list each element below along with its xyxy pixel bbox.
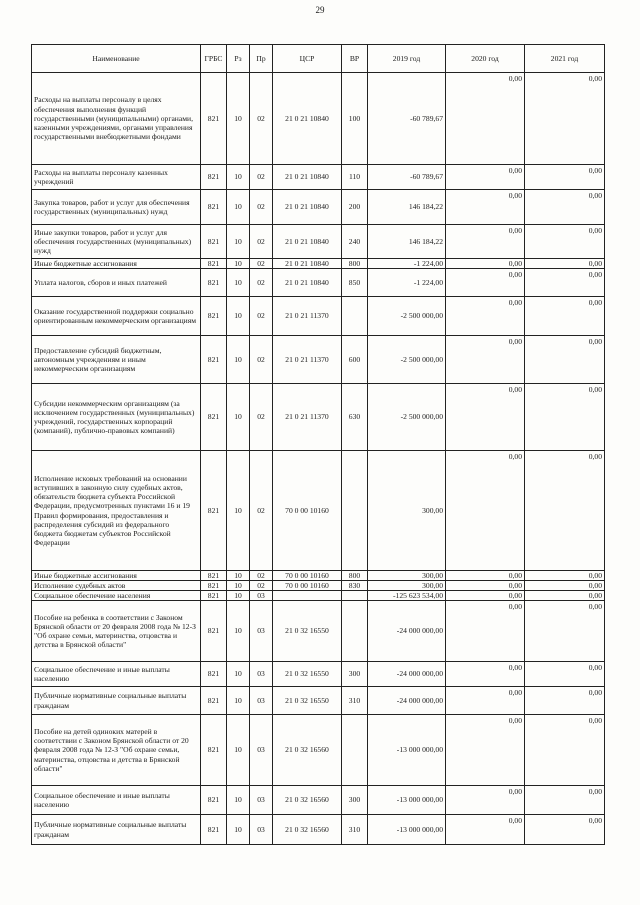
row-2019-cell: -60 789,67 [368, 73, 446, 165]
row-vr-cell [342, 297, 368, 336]
row-2020-cell: 0,00 [446, 259, 525, 269]
row-2019-cell: -125 623 534,00 [368, 591, 446, 601]
table-row [32, 591, 605, 601]
row-grbs-cell: 821 [201, 225, 227, 259]
row-2020-cell: 0,00 [446, 269, 525, 297]
row-2020-cell: 0,00 [446, 225, 525, 259]
row-rz-cell: 10 [227, 715, 250, 786]
table-row [32, 73, 605, 165]
table-row [32, 259, 605, 269]
row-2020-cell: 0,00 [446, 297, 525, 336]
row-2019-cell: -2 500 000,00 [368, 336, 446, 384]
table-row [32, 384, 605, 451]
row-2019-cell: 146 184,22 [368, 225, 446, 259]
row-grbs-cell: 821 [201, 73, 227, 165]
row-name-cell: Исполнение исковых требований на основании вступивших в законную силу судебных актов, обязательств бюджета субъекта Российской Федерации, предусмотренных пунктами 16 и 19 Правил формирования, предоставления и распределения субсидий из федерального бюджета бюджетам субъектов Российской Федерации [32, 451, 201, 571]
row-name-cell: Расходы на выплаты персоналу в целях обеспечения выполнения функций государственными (муниципальными) органами, казенными учреждениями, органами управления государственными внебюджетными фондами [32, 73, 201, 165]
table-row [32, 786, 605, 815]
row-vr-cell [342, 601, 368, 662]
row-name-cell: Исполнение судебных актов [32, 581, 201, 591]
row-vr-cell: 800 [342, 571, 368, 581]
row-rz-cell: 10 [227, 297, 250, 336]
table-row [32, 451, 605, 571]
row-grbs-cell: 821 [201, 190, 227, 225]
row-pr-cell: 03 [250, 591, 273, 601]
table-row [32, 815, 605, 845]
row-grbs-cell: 821 [201, 336, 227, 384]
row-csr-cell: 70 0 00 10160 [273, 581, 342, 591]
row-2020-cell: 0,00 [446, 165, 525, 190]
row-csr-cell: 21 0 32 16560 [273, 815, 342, 845]
row-2021-cell: 0,00 [525, 715, 605, 786]
row-2019-cell: -24 000 000,00 [368, 662, 446, 687]
row-vr-cell: 110 [342, 165, 368, 190]
table-row [32, 297, 605, 336]
row-pr-cell: 02 [250, 269, 273, 297]
row-2021-cell: 0,00 [525, 451, 605, 571]
budget-table [31, 44, 605, 845]
row-name-cell: Пособие на детей одиноких матерей в соответствии с Законом Брянской области от 20 февраля 2008 года № 12-З "Об охране семьи, материнства, отцовства и детства в Брянской области" [32, 715, 201, 786]
table-row [32, 715, 605, 786]
row-grbs-cell: 821 [201, 571, 227, 581]
row-rz-cell: 10 [227, 662, 250, 687]
row-rz-cell: 10 [227, 687, 250, 715]
row-2021-cell: 0,00 [525, 815, 605, 845]
row-grbs-cell: 821 [201, 269, 227, 297]
row-csr-cell [273, 591, 342, 601]
row-name-cell: Предоставление субсидий бюджетным, автономным учреждениям и иным некоммерческим организациям [32, 336, 201, 384]
row-name-cell: Уплата налогов, сборов и иных платежей [32, 269, 201, 297]
row-2019-cell: -13 000 000,00 [368, 815, 446, 845]
row-pr-cell: 03 [250, 815, 273, 845]
row-pr-cell: 03 [250, 687, 273, 715]
row-2021-cell: 0,00 [525, 687, 605, 715]
row-csr-cell: 70 0 00 10160 [273, 451, 342, 571]
row-grbs-cell: 821 [201, 297, 227, 336]
row-csr-cell: 21 0 32 16560 [273, 715, 342, 786]
row-2020-cell: 0,00 [446, 591, 525, 601]
row-pr-cell: 02 [250, 225, 273, 259]
row-csr-cell: 21 0 21 10840 [273, 73, 342, 165]
row-name-cell: Закупка товаров, работ и услуг для обеспечения государственных (муниципальных) нужд [32, 190, 201, 225]
row-csr-cell: 21 0 32 16560 [273, 786, 342, 815]
row-2021-cell: 0,00 [525, 662, 605, 687]
row-rz-cell: 10 [227, 786, 250, 815]
row-grbs-cell: 821 [201, 715, 227, 786]
row-pr-cell: 02 [250, 581, 273, 591]
row-2019-cell: -2 500 000,00 [368, 384, 446, 451]
row-name-cell: Оказание государственной поддержки социально ориентированным некоммерческим организациям [32, 297, 201, 336]
row-rz-cell: 10 [227, 165, 250, 190]
row-vr-cell: 240 [342, 225, 368, 259]
row-2020-cell: 0,00 [446, 581, 525, 591]
row-grbs-cell: 821 [201, 591, 227, 601]
row-2019-cell: 300,00 [368, 451, 446, 571]
table-row [32, 601, 605, 662]
row-vr-cell [342, 451, 368, 571]
row-pr-cell: 02 [250, 73, 273, 165]
row-name-cell: Публичные нормативные социальные выплаты гражданам [32, 815, 201, 845]
row-pr-cell: 02 [250, 165, 273, 190]
row-grbs-cell: 821 [201, 662, 227, 687]
row-vr-cell [342, 715, 368, 786]
row-rz-cell: 10 [227, 190, 250, 225]
row-2021-cell: 0,00 [525, 259, 605, 269]
row-rz-cell: 10 [227, 269, 250, 297]
row-2021-cell: 0,00 [525, 336, 605, 384]
row-name-cell: Иные бюджетные ассигнования [32, 259, 201, 269]
table-row [32, 662, 605, 687]
table-row [32, 336, 605, 384]
row-2019-cell: -1 224,00 [368, 259, 446, 269]
row-rz-cell: 10 [227, 336, 250, 384]
row-vr-cell: 300 [342, 786, 368, 815]
row-vr-cell: 100 [342, 73, 368, 165]
column-header-2020: 2020 год [446, 45, 525, 73]
row-2021-cell: 0,00 [525, 571, 605, 581]
row-2021-cell: 0,00 [525, 73, 605, 165]
row-2021-cell: 0,00 [525, 786, 605, 815]
row-pr-cell: 02 [250, 259, 273, 269]
row-2019-cell: -24 000 000,00 [368, 601, 446, 662]
row-pr-cell: 02 [250, 336, 273, 384]
row-2020-cell: 0,00 [446, 715, 525, 786]
row-2019-cell: 300,00 [368, 571, 446, 581]
row-vr-cell: 200 [342, 190, 368, 225]
row-2019-cell: -60 789,67 [368, 165, 446, 190]
table-row [32, 687, 605, 715]
column-header-name: Наименование [32, 45, 201, 73]
row-name-cell: Пособие на ребенка в соответствии с Законом Брянской области от 20 февраля 2008 года № 12-З "Об охране семьи, материнства, отцовства и детства в Брянской области" [32, 601, 201, 662]
row-2021-cell: 0,00 [525, 225, 605, 259]
row-pr-cell: 03 [250, 786, 273, 815]
row-csr-cell: 21 0 21 11370 [273, 297, 342, 336]
row-grbs-cell: 821 [201, 601, 227, 662]
row-vr-cell: 800 [342, 259, 368, 269]
row-csr-cell: 70 0 00 10160 [273, 571, 342, 581]
row-2019-cell: -2 500 000,00 [368, 297, 446, 336]
page-number: 29 [315, 5, 325, 15]
row-2020-cell: 0,00 [446, 662, 525, 687]
row-grbs-cell: 821 [201, 384, 227, 451]
row-2021-cell: 0,00 [525, 190, 605, 225]
row-rz-cell: 10 [227, 815, 250, 845]
row-pr-cell: 03 [250, 715, 273, 786]
table-row [32, 190, 605, 225]
row-2020-cell: 0,00 [446, 571, 525, 581]
row-vr-cell: 850 [342, 269, 368, 297]
row-2019-cell: -13 000 000,00 [368, 786, 446, 815]
row-pr-cell: 02 [250, 451, 273, 571]
row-csr-cell: 21 0 21 10840 [273, 165, 342, 190]
row-grbs-cell: 821 [201, 815, 227, 845]
table-body [32, 73, 605, 845]
row-name-cell: Иные закупки товаров, работ и услуг для обеспечения государственных (муниципальных) нужд [32, 225, 201, 259]
row-vr-cell: 830 [342, 581, 368, 591]
row-vr-cell: 630 [342, 384, 368, 451]
row-grbs-cell: 821 [201, 786, 227, 815]
row-pr-cell: 03 [250, 662, 273, 687]
row-grbs-cell: 821 [201, 259, 227, 269]
column-header-pr: Пр [250, 45, 273, 73]
row-2020-cell: 0,00 [446, 73, 525, 165]
row-grbs-cell: 821 [201, 581, 227, 591]
row-vr-cell: 310 [342, 815, 368, 845]
row-grbs-cell: 821 [201, 451, 227, 571]
row-2020-cell: 0,00 [446, 384, 525, 451]
row-rz-cell: 10 [227, 591, 250, 601]
row-csr-cell: 21 0 21 10840 [273, 269, 342, 297]
row-csr-cell: 21 0 21 11370 [273, 336, 342, 384]
row-2021-cell: 0,00 [525, 601, 605, 662]
table-row [32, 581, 605, 591]
row-vr-cell: 310 [342, 687, 368, 715]
table-header-row [32, 45, 605, 73]
row-vr-cell: 600 [342, 336, 368, 384]
row-csr-cell: 21 0 32 16550 [273, 687, 342, 715]
row-rz-cell: 10 [227, 601, 250, 662]
row-pr-cell: 02 [250, 384, 273, 451]
row-2020-cell: 0,00 [446, 190, 525, 225]
row-name-cell: Социальное обеспечение и иные выплаты населению [32, 786, 201, 815]
column-header-rz: Рз [227, 45, 250, 73]
row-2019-cell: 300,00 [368, 581, 446, 591]
row-2019-cell: 146 184,22 [368, 190, 446, 225]
row-2020-cell: 0,00 [446, 601, 525, 662]
row-2020-cell: 0,00 [446, 687, 525, 715]
table-row [32, 571, 605, 581]
table-row [32, 165, 605, 190]
row-pr-cell: 02 [250, 190, 273, 225]
column-header-csr: ЦСР [273, 45, 342, 73]
row-2021-cell: 0,00 [525, 297, 605, 336]
row-2021-cell: 0,00 [525, 384, 605, 451]
row-grbs-cell: 821 [201, 165, 227, 190]
row-name-cell: Социальное обеспечение населения [32, 591, 201, 601]
row-rz-cell: 10 [227, 451, 250, 571]
row-csr-cell: 21 0 21 10840 [273, 190, 342, 225]
column-header-2021: 2021 год [525, 45, 605, 73]
row-csr-cell: 21 0 32 16550 [273, 601, 342, 662]
row-2019-cell: -24 000 000,00 [368, 687, 446, 715]
row-2021-cell: 0,00 [525, 165, 605, 190]
column-header-vr: ВР [342, 45, 368, 73]
row-pr-cell: 02 [250, 571, 273, 581]
row-2021-cell: 0,00 [525, 591, 605, 601]
row-pr-cell: 03 [250, 601, 273, 662]
column-header-grbs: ГРБС [201, 45, 227, 73]
row-csr-cell: 21 0 21 10840 [273, 259, 342, 269]
row-rz-cell: 10 [227, 571, 250, 581]
row-name-cell: Публичные нормативные социальные выплаты гражданам [32, 687, 201, 715]
row-name-cell: Социальное обеспечение и иные выплаты населению [32, 662, 201, 687]
table-row [32, 269, 605, 297]
row-name-cell: Иные бюджетные ассигнования [32, 571, 201, 581]
row-rz-cell: 10 [227, 73, 250, 165]
row-vr-cell: 300 [342, 662, 368, 687]
row-2019-cell: -1 224,00 [368, 269, 446, 297]
row-vr-cell [342, 591, 368, 601]
row-name-cell: Расходы на выплаты персоналу казенных учреждений [32, 165, 201, 190]
column-header-2019: 2019 год [368, 45, 446, 73]
row-rz-cell: 10 [227, 581, 250, 591]
row-2019-cell: -13 000 000,00 [368, 715, 446, 786]
row-csr-cell: 21 0 21 10840 [273, 225, 342, 259]
row-csr-cell: 21 0 32 16550 [273, 662, 342, 687]
row-rz-cell: 10 [227, 384, 250, 451]
row-2021-cell: 0,00 [525, 581, 605, 591]
row-name-cell: Субсидии некоммерческим организациям (за исключением государственных (муниципальных) учреждений, государственных корпораций (компаний), публично-правовых компаний) [32, 384, 201, 451]
row-rz-cell: 10 [227, 259, 250, 269]
row-rz-cell: 10 [227, 225, 250, 259]
row-2020-cell: 0,00 [446, 786, 525, 815]
row-2020-cell: 0,00 [446, 815, 525, 845]
row-2020-cell: 0,00 [446, 336, 525, 384]
row-2021-cell: 0,00 [525, 269, 605, 297]
row-pr-cell: 02 [250, 297, 273, 336]
table-row [32, 225, 605, 259]
row-csr-cell: 21 0 21 11370 [273, 384, 342, 451]
row-grbs-cell: 821 [201, 687, 227, 715]
row-2020-cell: 0,00 [446, 451, 525, 571]
